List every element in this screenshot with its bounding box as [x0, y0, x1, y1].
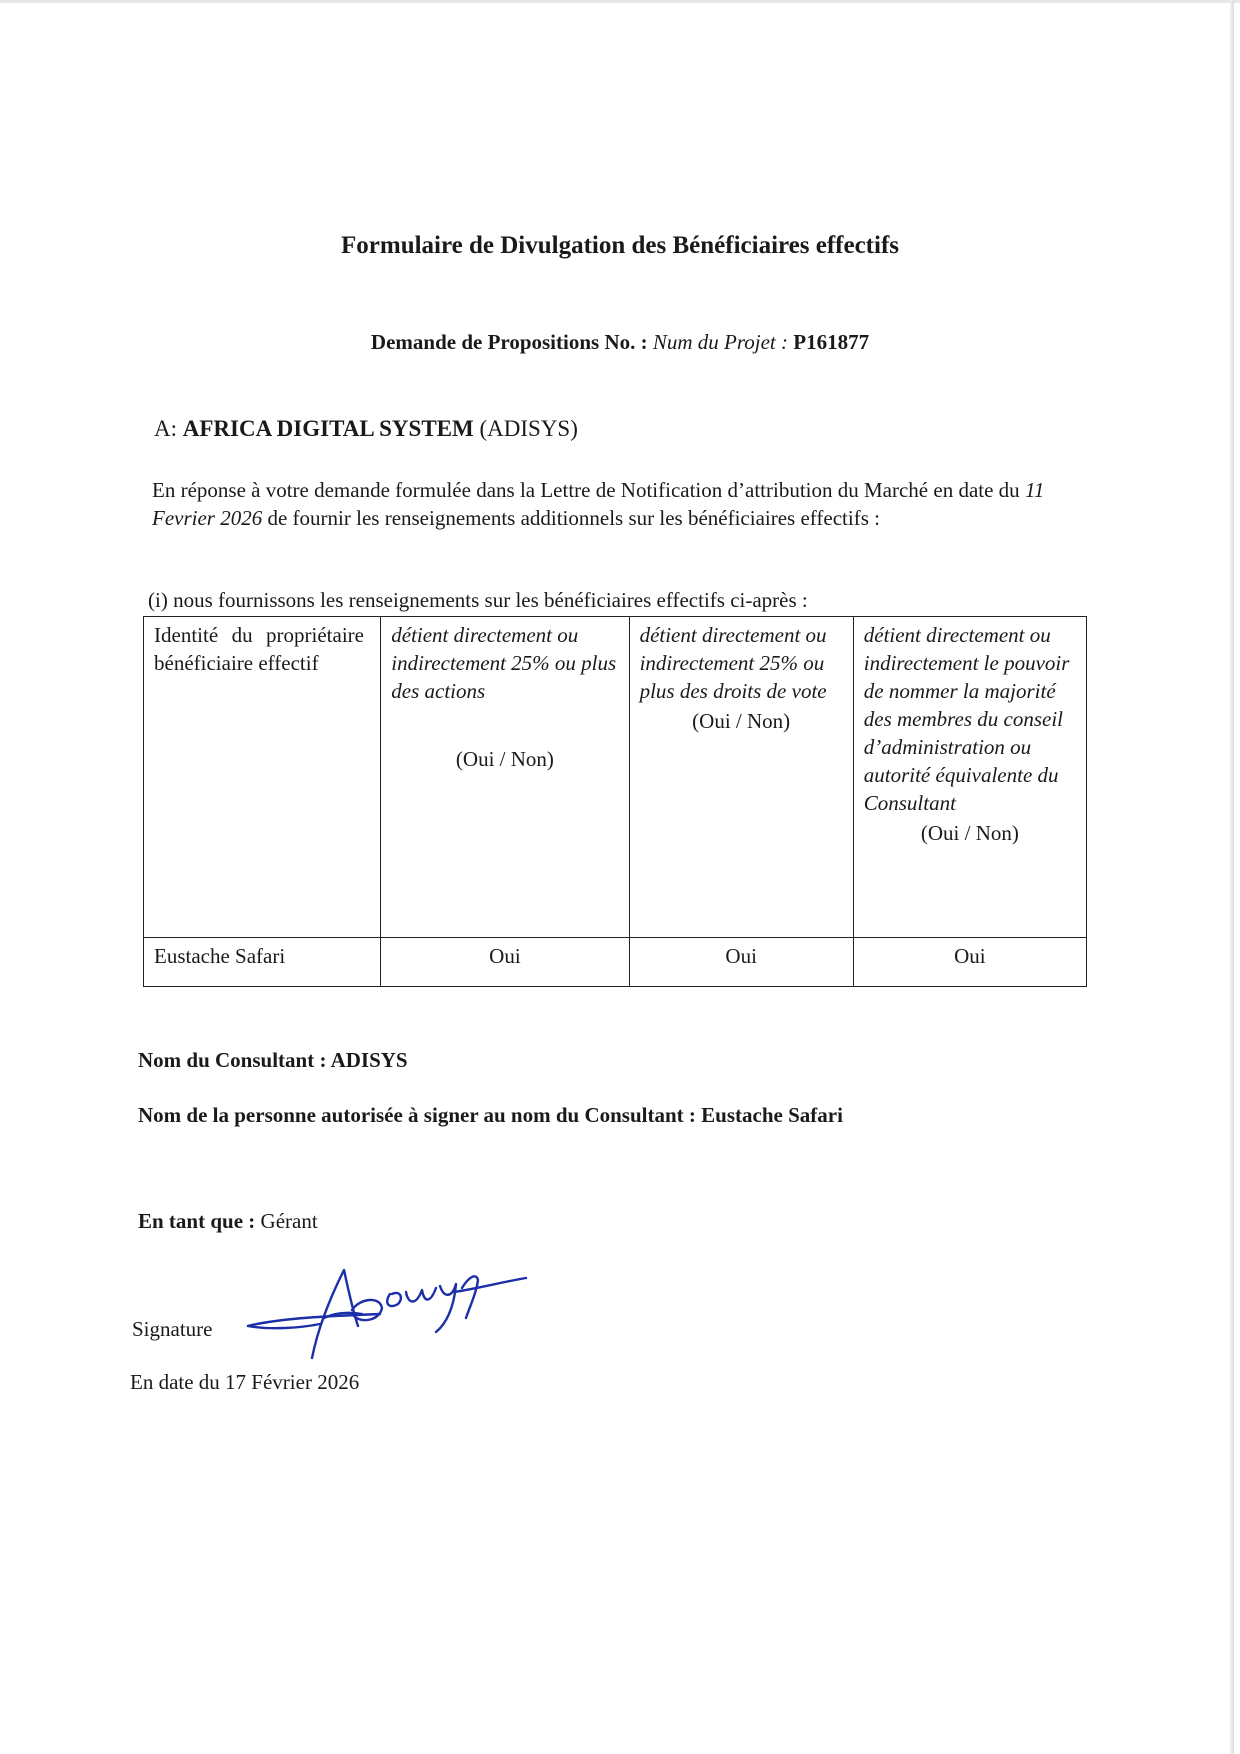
rfp-line [0, 330, 1240, 355]
project-label: Num du Projet : [652, 330, 788, 354]
table-row [144, 938, 1087, 987]
beneficial-owners-table [143, 616, 1087, 987]
addressee-acronym: (ADISYS) [479, 416, 578, 441]
addressee-name: AFRICA DIGITAL SYSTEM [182, 416, 474, 441]
header-shares [381, 617, 629, 938]
cell-shares: Oui [381, 938, 629, 987]
capacity-label: En tant que : [138, 1209, 256, 1233]
header-votes-criterion: détient directement ou indirectement 25% ou plus des droits de vote [639, 623, 827, 703]
header-board-criterion: détient directement ou indirectement le pouvoir de nommer la majorité des membres du conseil d’administration ou autorité équivalente du Consultant [863, 623, 1070, 815]
authorized-person-line [138, 1103, 843, 1128]
page-title: Formulaire de Divulgation des Bénéficiaires effectifs [341, 232, 899, 259]
intro-paragraph [152, 476, 1112, 532]
addressee-prefix: A: [154, 416, 177, 441]
handwritten-signature [240, 1258, 530, 1368]
authorized-person-label: Nom de la personne autorisée à signer au nom du Consultant : [138, 1103, 696, 1127]
header-votes [629, 617, 853, 938]
header-board-choice: (Oui / Non) [920, 821, 1019, 845]
intro-part2: de fournir les renseignements additionnels sur les bénéficiaires effectifs : [267, 506, 880, 530]
authorized-person-value: Eustache Safari [701, 1103, 843, 1127]
scan-edge-right [1230, 0, 1234, 1754]
intro-date: 11 Fevrier 2026 [152, 478, 1045, 530]
consultant-label: Nom du Consultant : [138, 1048, 327, 1072]
rfp-label: Demande de Propositions No. : [370, 330, 648, 354]
intro-part1: En réponse à votre demande formulée dans la Lettre de Notification d’attribution du Marché en date du [152, 478, 1020, 502]
capacity-line [138, 1209, 318, 1234]
cell-owner-name: Eustache Safari [144, 938, 381, 987]
header-shares-criterion: détient directement ou indirectement 25% ou plus des actions [391, 623, 617, 703]
header-board [853, 617, 1086, 938]
consultant-line [138, 1048, 408, 1073]
list-intro: (i) nous fournissons les renseignements sur les bénéficiaires effectifs ci-après : [148, 588, 808, 612]
cell-votes: Oui [629, 938, 853, 987]
addressee [154, 416, 578, 442]
header-votes-choice: (Oui / Non) [692, 709, 791, 733]
capacity-value: Gérant [260, 1209, 318, 1233]
date-line: En date du 17 Février 2026 [130, 1370, 360, 1394]
header-identity-label: Identité du propriétaire bénéficiaire effectif [154, 623, 364, 675]
header-shares-choice: (Oui / Non) [455, 747, 554, 771]
signature-label: Signature [132, 1317, 213, 1341]
scan-edge-top [0, 0, 1240, 3]
cell-board: Oui [853, 938, 1086, 987]
consultant-value: ADISYS [330, 1048, 408, 1072]
table-header-row [144, 617, 1087, 938]
project-number: P161877 [793, 330, 870, 354]
header-identity [144, 617, 381, 938]
